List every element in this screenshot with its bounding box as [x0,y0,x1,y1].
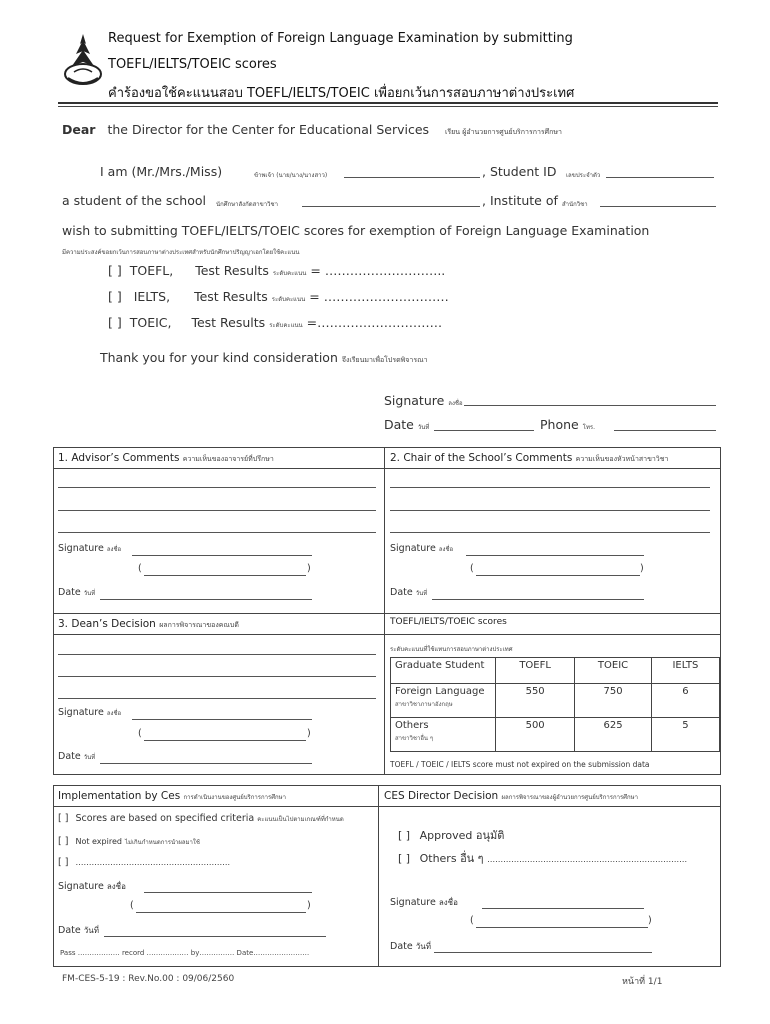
applicant-signature-field[interactable] [464,405,716,406]
signature-label: Signature [384,393,445,408]
advisor-date-label: Date วันที่ [58,587,96,598]
implementation-paren-close: ) [307,900,311,911]
advisor-comment-line[interactable] [58,487,376,488]
scores-title: TOEFL/IELTS/TOEIC scores [390,617,507,627]
scores-subtitle-thai: ระดับคะแนนที่ใช้แทนการสอบภาษาต่างประเทศ [390,646,513,653]
thanks-label: Thank you for your kind consideration [100,350,338,365]
table-header: TOEIC [575,658,652,684]
institute-label: , Institute of [482,193,558,208]
implementation-paren-open: ( [130,900,134,911]
table-cell: 625 [575,718,652,752]
advisor-signature-label: Signature ลงชื่อ [58,543,122,554]
dean-comment-line[interactable] [58,654,376,655]
criteria-checkbox[interactable]: [ ] [58,813,69,824]
advisor-name-field[interactable] [144,575,306,576]
scores-note: TOEFL / TOEIC / IELTS score must not expired on the submission data [390,760,650,769]
date-label: Date [384,417,414,432]
toefl-checkbox[interactable]: [ ] [108,263,122,278]
others-field[interactable]: ………………………………………………………………… [487,855,688,864]
chair-signature-label: Signature ลงชื่อ [390,543,454,554]
dean-decision-title: 3. Dean’s Decision ผลการพิจารณาของคณบดี [58,618,239,630]
wish-statement: wish to submitting TOEFL/IELTS/TOEIC scores for exemption of Foreign Language Examination [62,223,650,238]
ces-name-field[interactable] [476,927,648,928]
table-row [391,684,720,718]
toeic-checkbox[interactable]: [ ] [108,315,122,330]
toefl-score-field[interactable]: = ……………………….. [310,263,446,278]
not-expired-option[interactable]: [ ] Not expired ไม่เกินกำหนดการนำผลมาใช้ [58,836,200,847]
criteria-option[interactable]: [ ] Scores are based on specified criteria คะแนนเป็นไปตามเกณฑ์ที่กำหนด [58,813,344,824]
student-id-field[interactable] [606,177,714,178]
dean-comment-line[interactable] [58,698,376,699]
header-rule-thin [58,106,718,107]
table-header: TOEFL [496,658,575,684]
thanks-label-thai: จึงเรียนมาเพื่อโปรดพิจารณา [341,356,428,364]
dear-label: Dear [62,122,96,137]
header-rule [58,102,718,104]
advisor-comment-line[interactable] [58,532,376,533]
implementation-date-label: Date วันที่ [58,925,99,936]
toeic-score-field[interactable]: =………………………… [306,315,443,330]
student-id-label-thai: เลขประจำตัว [566,172,601,179]
ces-signature-field[interactable] [482,908,644,909]
scores-table [390,657,720,752]
approved-option[interactable]: [ ] Approved อนุมัติ [398,829,505,842]
dean-signature-label: Signature ลงชื่อ [58,707,122,718]
form-code: FM-CES-5-19 : Rev.No.00 : 09/06/2560 [62,974,235,984]
institute-field[interactable] [600,206,716,207]
other-field[interactable]: …………………………………………………. [75,858,231,867]
form-title-line2: TOEFL/IELTS/TOEIC scores [108,57,277,72]
phone-label-thai: โทร. [582,424,596,431]
table-cell: 6 [651,684,719,718]
chair-comment-line[interactable] [390,487,710,488]
toefl-results-thai: ระดับคะแนน [272,270,307,277]
chair-signature-field[interactable] [466,555,644,556]
ielts-results-thai: ระดับคะแนน [271,296,306,303]
dean-paren-close: ) [307,728,311,739]
school-label-thai: นักศึกษาสังกัดสาขาวิชา [216,201,278,208]
advisor-comments-title: 1. Advisor’s Comments ความเห็นของอาจารย์ที่ปรึกษา [58,452,274,464]
implementation-signature-field[interactable] [144,892,312,893]
ces-signature-label: Signature ลงชื่อ [390,897,458,908]
toeic-results-thai: ระดับคะแนน [269,322,303,329]
comments-box [53,447,721,614]
iam-label-thai: ข้าพเจ้า (นาย/นาง/นางสาว) [254,172,328,179]
date-label-thai: วันที่ [417,424,430,431]
advisor-date-field[interactable] [100,599,312,600]
toefl-results-label: Test Results [195,263,269,278]
table-row [391,718,720,752]
implementation-signature-label: Signature ลงชื่อ [58,881,126,892]
option-ielts[interactable] [108,289,449,304]
chair-comments-title: 2. Chair of the School’s Comments ความเห็นของหัวหน้าสาขาวิชา [390,452,669,464]
dean-date-field[interactable] [100,763,312,764]
implementation-title: Implementation by Ces การดำเนินงานของศูนย์บริการการศึกษา [58,790,286,802]
toefl-label: TOEFL, [129,263,174,278]
signature-label-thai: ลงชื่อ [448,400,463,407]
director-label-thai: เรียน ผู้อำนวยการศูนย์บริการการศึกษา [445,128,562,136]
advisor-paren-open: ( [138,563,142,574]
chair-date-field[interactable] [432,599,644,600]
institute-label-thai: สำนักวิชา [562,201,588,208]
dean-paren-open: ( [138,728,142,739]
ielts-checkbox[interactable]: [ ] [108,289,122,304]
dean-name-field[interactable] [144,740,306,741]
ces-paren-open: ( [470,915,474,926]
others-checkbox[interactable]: [ ] [398,852,411,865]
option-toeic[interactable] [108,315,442,330]
applicant-date-label [384,417,429,432]
implementation-record-line: Pass ……………… record ……………… by…………… Date…………………… [60,949,310,957]
not-expired-checkbox[interactable]: [ ] [58,836,69,847]
ielts-score-field[interactable]: = ………………………… [309,289,449,304]
dean-comment-line[interactable] [58,676,376,677]
university-seal-icon [60,32,106,90]
table-cell: 750 [575,684,652,718]
ces-paren-close: ) [648,915,652,926]
table-cell: Others สาขาวิชาอื่น ๆ [391,718,496,752]
advisor-signature-field[interactable] [132,555,312,556]
dear-line [62,122,562,138]
thanks-line [100,350,428,366]
director-label: the Director for the Center for Educational Services [107,122,430,137]
other-option[interactable] [58,857,230,868]
other-checkbox[interactable]: [ ] [58,857,69,868]
chair-paren-close: ) [640,563,644,574]
chair-paren-open: ( [470,563,474,574]
chair-date-label: Date วันที่ [390,587,428,598]
advisor-comment-line[interactable] [58,510,376,511]
table-header: IELTS [651,658,719,684]
table-cell: 550 [496,684,575,718]
applicant-phone-field[interactable] [614,430,716,431]
applicant-date-field[interactable] [434,430,534,431]
chair-comment-line[interactable] [390,532,710,533]
ces-date-label: Date วันที่ [390,941,431,952]
option-toefl[interactable] [108,263,445,278]
ces-date-field[interactable] [434,952,652,953]
table-cell: 5 [651,718,719,752]
applicant-phone-label [540,417,595,432]
phone-label: Phone [540,417,579,432]
form-title-thai: คำร้องขอใช้คะแนนสอบ TOEFL/IELTS/TOEIC เพื่อยกเว้นการสอบภาษาต่างประเทศ [108,86,575,101]
ces-director-title: CES Director Decision ผลการพิจารณาของผู้อำนวยการศูนย์บริการการศึกษา [384,790,638,802]
implementation-name-field[interactable] [136,912,306,913]
approved-checkbox[interactable]: [ ] [398,829,411,842]
school-label: a student of the school [62,193,206,208]
page-number: หน้าที่ 1/1 [622,977,663,987]
toeic-results-label: Test Results [191,315,266,330]
form-title-line1: Request for Exemption of Foreign Language Examination by submitting [108,31,573,46]
chair-name-field[interactable] [476,575,640,576]
ielts-results-label: Test Results [194,289,268,304]
iam-label: I am (Mr./Mrs./Miss) [100,164,223,179]
table-cell: 500 [496,718,575,752]
table-cell: Foreign Language สาขาวิชาภาษาอังกฤษ [391,684,496,718]
name-field[interactable] [344,177,480,178]
school-field[interactable] [302,206,480,207]
implementation-date-field[interactable] [104,936,326,937]
dean-signature-field[interactable] [132,719,312,720]
others-option[interactable]: [ ] Others อื่น ๆ ………………………………………………………………… [398,852,688,865]
advisor-paren-close: ) [307,563,311,574]
student-id-label: , Student ID [482,164,557,179]
chair-comment-line[interactable] [390,510,710,511]
ielts-label: IELTS, [133,289,171,304]
dean-date-label: Date วันที่ [58,751,96,762]
table-header: Graduate Student [391,658,496,684]
applicant-signature-label [384,393,463,408]
table-row [391,658,720,684]
toeic-label: TOEIC, [129,315,172,330]
wish-statement-thai: มีความประสงค์ขอยกเว้นการสอบภาษาต่างประเทศสำหรับนักศึกษาปริญญาเอกโดยใช้คะแนน [62,249,300,256]
